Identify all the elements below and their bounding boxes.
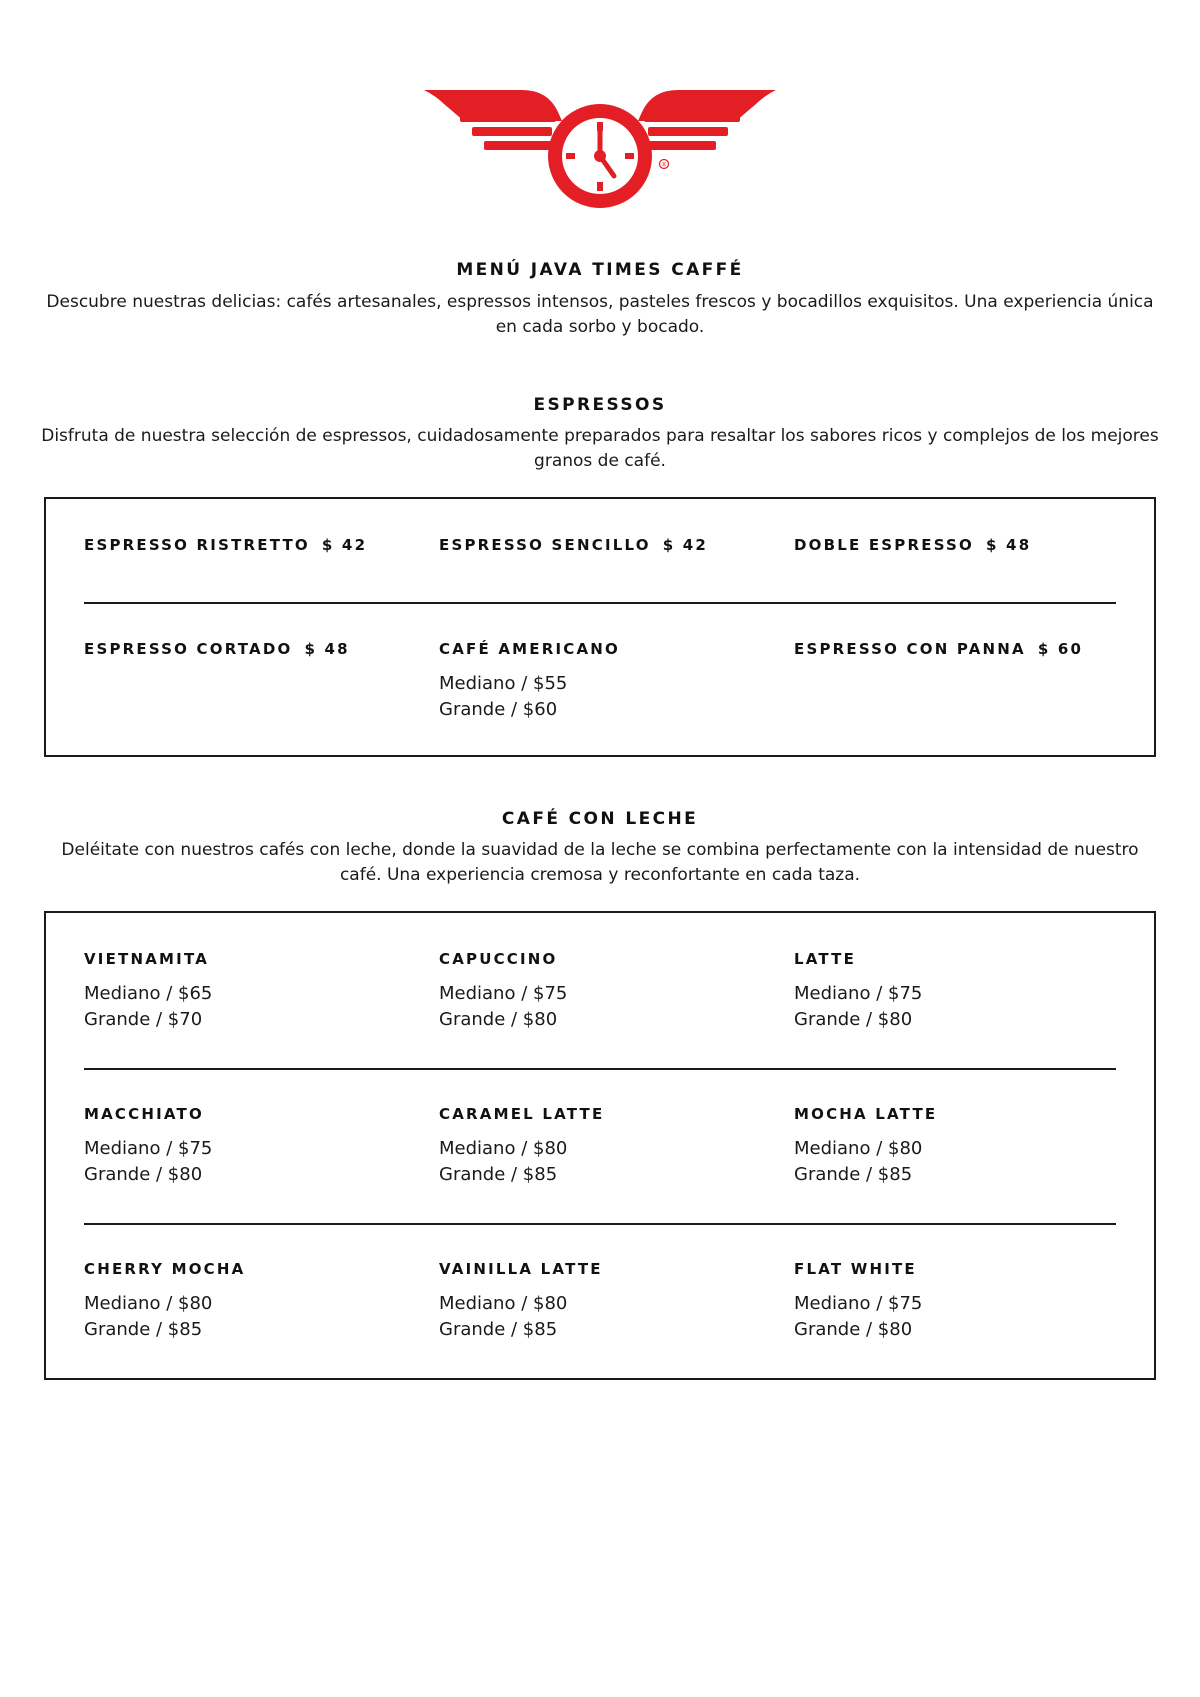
item-price: $ 48 — [304, 640, 350, 658]
price-grande: Grande / $80 — [794, 1009, 913, 1030]
menu-item — [794, 1104, 1134, 1188]
item-prices — [794, 981, 1134, 1033]
winged-clock-icon — [424, 90, 776, 220]
price-grande: Grande / $85 — [84, 1319, 203, 1340]
price-grande: Grande / $80 — [794, 1319, 913, 1340]
item-price: $ 60 — [1037, 640, 1084, 658]
item-prices — [84, 1291, 424, 1343]
espressos-title: ESPRESSOS — [533, 395, 667, 415]
item-prices — [794, 1291, 1134, 1343]
item-name: VAINILLA LATTE — [439, 1260, 603, 1278]
menu-item — [84, 949, 424, 1033]
item-prices — [84, 981, 424, 1033]
item-name: CAPUCCINO — [439, 950, 558, 968]
item-name: ESPRESSO RISTRETTO $ 42 — [84, 536, 368, 554]
item-name: ESPRESSO CON PANNA $ 60 — [794, 640, 1084, 658]
cafe-con-leche-title: CAFÉ CON LECHE — [501, 809, 699, 829]
item-prices — [439, 1136, 779, 1188]
item-name: FLAT WHITE — [794, 1260, 917, 1278]
espressos-menu-box — [44, 497, 1156, 757]
price-mediano: Mediano / $80 — [794, 1138, 923, 1159]
menu-item — [439, 949, 779, 1033]
menu-item — [84, 1259, 424, 1343]
item-name: ESPRESSO SENCILLO $ 42 — [439, 536, 709, 554]
row-divider — [84, 1223, 1116, 1225]
menu-item — [84, 1104, 424, 1188]
price-mediano: Mediano / $80 — [439, 1138, 568, 1159]
price-grande: Grande / $85 — [439, 1164, 558, 1185]
page-description: Descubre nuestras delicias: cafés artesanales, espressos intensos, pasteles frescos y bocadillos exquisitos. Una experiencia única en cada sorbo y bocado. — [46, 292, 1154, 337]
menu-item — [439, 1104, 779, 1188]
price-grande: Grande / $85 — [439, 1319, 558, 1340]
page-title: MENÚ JAVA TIMES CAFFÉ — [456, 260, 744, 280]
item-name: CAFÉ AMERICANO — [439, 640, 620, 658]
menu-item — [84, 639, 424, 659]
item-name: MACCHIATO — [84, 1105, 204, 1123]
menu-item — [439, 1259, 779, 1343]
item-prices — [439, 1291, 779, 1343]
item-prices — [84, 1136, 424, 1188]
price-mediano: Mediano / $80 — [84, 1293, 213, 1314]
item-name: VIETNAMITA — [84, 950, 210, 968]
price-mediano: Mediano / $75 — [794, 983, 923, 1004]
item-name: DOBLE ESPRESSO $ 48 — [794, 536, 1032, 554]
price-mediano: Mediano / $75 — [794, 1293, 923, 1314]
item-name: MOCHA LATTE — [794, 1105, 938, 1123]
registered-mark: ® — [661, 161, 667, 169]
price-grande: Grande / $85 — [794, 1164, 913, 1185]
espressos-description: Disfruta de nuestra selección de espressos, cuidadosamente preparados para resaltar los sabores ricos y complejos de los mejores granos de café. — [41, 426, 1159, 471]
item-name: CHERRY MOCHA — [84, 1260, 246, 1278]
price-mediano: Mediano / $75 — [84, 1138, 213, 1159]
price-grande: Grande / $80 — [84, 1164, 203, 1185]
price-mediano: Mediano / $55 — [439, 673, 568, 694]
row-divider — [84, 1068, 1116, 1070]
item-name: CARAMEL LATTE — [439, 1105, 605, 1123]
menu-item — [84, 535, 424, 555]
menu-item — [794, 949, 1134, 1033]
item-prices — [439, 671, 779, 723]
menu-item — [794, 1259, 1134, 1343]
menu-item — [439, 535, 779, 555]
item-price: $ 42 — [321, 536, 368, 554]
menu-item — [439, 639, 779, 723]
price-mediano: Mediano / $75 — [439, 983, 568, 1004]
price-grande: Grande / $80 — [439, 1009, 558, 1030]
item-prices — [439, 981, 779, 1033]
cafe-con-leche-description: Deléitate con nuestros cafés con leche, donde la suavidad de la leche se combina perfectamente con la intensidad de nuestro café. Una experiencia cremosa y reconfortante en cada taza. — [61, 840, 1139, 885]
price-mediano: Mediano / $80 — [439, 1293, 568, 1314]
menu-item — [794, 639, 1134, 659]
price-mediano: Mediano / $65 — [84, 983, 213, 1004]
item-price: $ 42 — [662, 536, 709, 554]
row-divider — [84, 602, 1116, 604]
price-grande: Grande / $70 — [84, 1009, 203, 1030]
item-price: $ 48 — [986, 536, 1032, 554]
item-name: ESPRESSO CORTADO $ 48 — [84, 640, 350, 658]
item-name: LATTE — [794, 950, 857, 968]
cafe-con-leche-menu-box — [44, 911, 1156, 1380]
item-prices — [794, 1136, 1134, 1188]
price-grande: Grande / $60 — [439, 699, 558, 720]
menu-item — [794, 535, 1134, 555]
